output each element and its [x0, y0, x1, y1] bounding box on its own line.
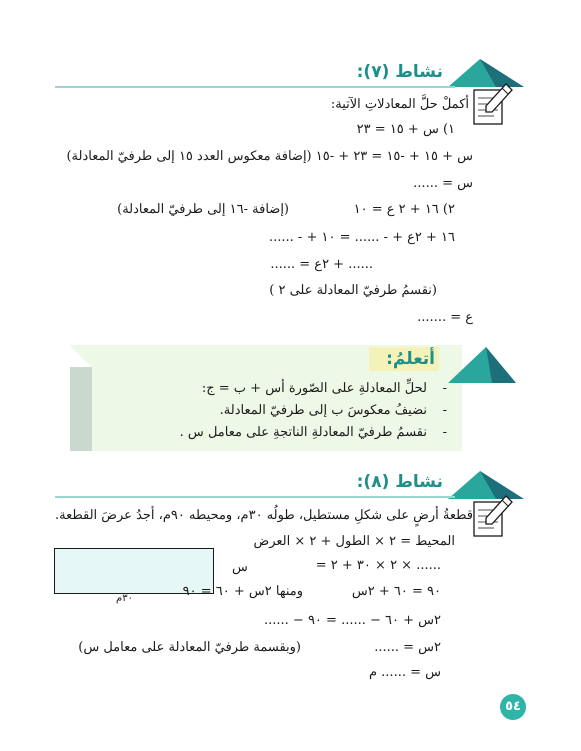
learn-bullet: - [442, 425, 447, 440]
activity8-problem: قطعةُ أرضٍ على شكلِ مستطيل، طولُه ٣٠م، ومحيطه ٩٠م، أجدُ عرضَ القطعة. [54, 508, 473, 523]
eq2-step-line: ١٦ + ٢ع + ‎- ...... = ١٠ + ‎- ...... [269, 230, 455, 245]
eq2-note: (إضافة ‎-١٦ إلى طرفيّ المعادلة) [117, 202, 289, 217]
eq3-line: ٩٠ = ٦٠ + ٢س [351, 584, 441, 599]
activity8-rule [55, 496, 455, 498]
learn-item-1: لحلِّ المعادلةِ على الصّورة أس + ب = ج: [201, 381, 427, 396]
rect-bottom-label: ٣٠م [116, 593, 133, 604]
eq2-step2-line: ...... + ٢ع = ...... [270, 257, 373, 272]
learn-box-fold [70, 345, 92, 451]
eq2-line: ٢) ١٦ + ٢ ع = ١٠ [353, 202, 455, 217]
learn-item-2: نضيفُ معكوسَ ب إلى طرفيّ المعادلة. [219, 403, 427, 418]
pencil-notepad-icon [470, 82, 514, 128]
eq1-step-line: س + ١٥ + ‎-١٥ = ٢٣ + ‎-١٥ (إضافة معكوس العدد ١٥ إلى طرفيّ المعادلة) [66, 149, 473, 164]
eq1-result-line: س = ...... [413, 176, 473, 191]
activity7-title: نشاط (٧): [356, 62, 443, 82]
activity8-title: نشاط (٨): [356, 472, 443, 492]
activity7-rule [55, 86, 455, 88]
pencil-notepad-icon [470, 494, 514, 540]
eq3-result-line: ٢س = ...... [374, 640, 441, 655]
eq2-divide-note: (نقسمُ طرفيّ المعادلة على ٢ ) [269, 283, 437, 298]
perimeter-sub-line: = ٢ × ٣٠ + ٢ × ...... [315, 558, 441, 573]
learn-title: أتعلمُ: [386, 349, 435, 369]
learn-item-3: نقسمُ طرفيّ المعادلةِ الناتجةِ على معامل س . [179, 425, 427, 440]
page-number-badge: ٥٤ [500, 694, 526, 720]
eq3-step-line: ٢س + ٦٠ − ...... = ٩٠ − ...... [263, 613, 441, 628]
learn-bullet: - [442, 381, 447, 396]
eq3-final-line: س = ...... م [368, 665, 441, 680]
teal-triangle-icon [446, 345, 518, 385]
eq3-rewrite-line: ومنها ٢س + ٦٠ = ٩٠ [182, 584, 303, 599]
rect-side-label: س [232, 560, 248, 575]
eq3-divide-note: (وبقسمة طرفيّ المعادلة على معامل س) [78, 640, 301, 655]
eq2-result-line: ع = ....... [417, 310, 473, 325]
learn-bullet: - [442, 403, 447, 418]
activity7-instruction: أكملْ حلَّ المعادلاتِ الآتية: [330, 97, 469, 112]
eq1-line: ١) س + ١٥ = ٢٣ [356, 122, 455, 137]
perimeter-line: المحيط = ٢ × الطول + ٢ × العرض [253, 534, 455, 549]
